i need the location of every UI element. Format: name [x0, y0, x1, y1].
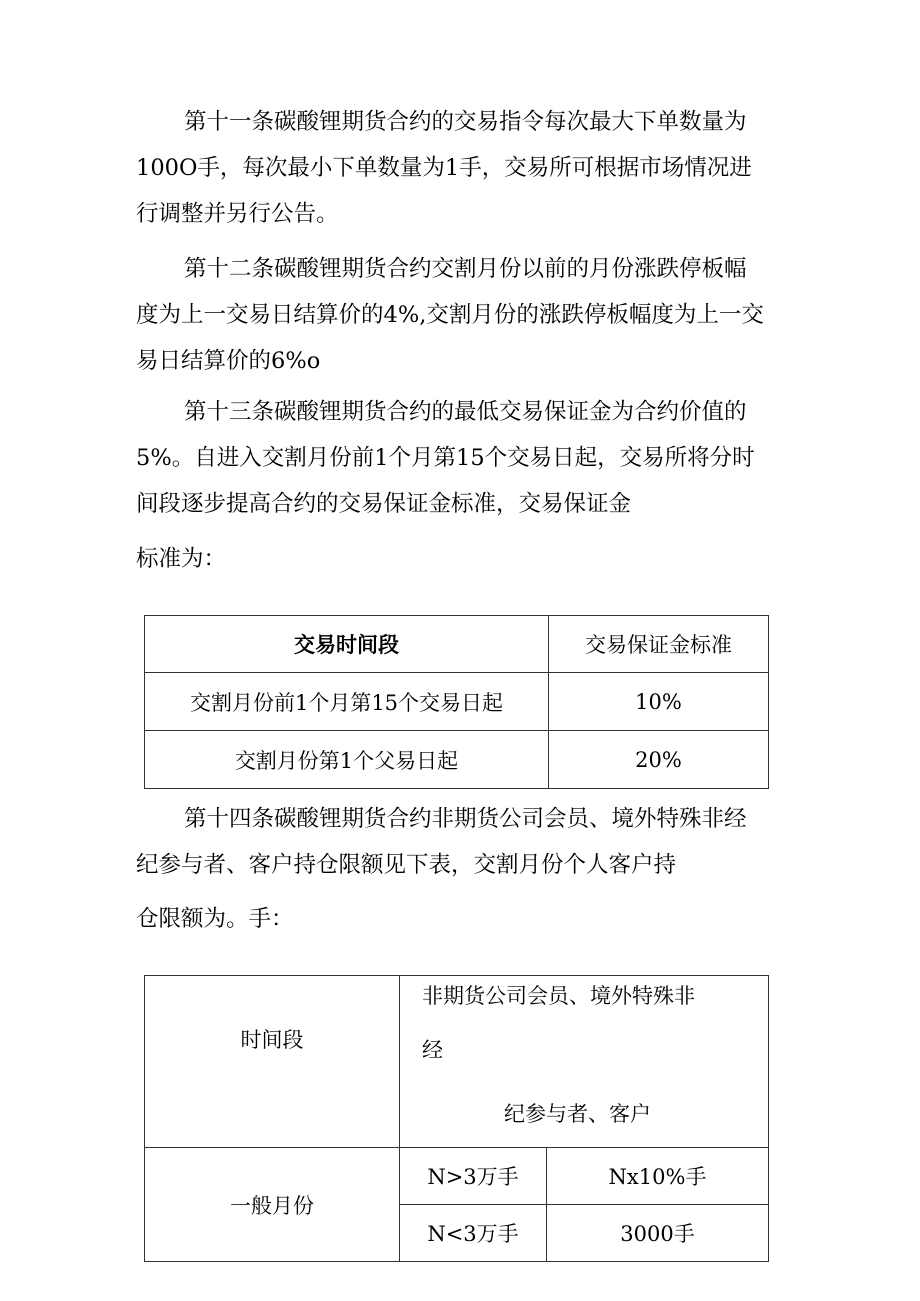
text-line: 100O手，每次最小下单数量为1手，交易所可根据市场情况进 [136, 155, 752, 181]
header-cell: 交易时间段 [145, 616, 549, 673]
row-label-cell: 一般月份 [145, 1148, 400, 1262]
table-row [145, 731, 769, 789]
text-line: 间段逐步提高合约的交易保证金标准，交易保证金 [136, 491, 632, 517]
text-line: 第十四条碳酸锂期货合约非期货公司会员、境外特殊非经 [184, 806, 747, 832]
header-text-line: 非期货公司会员、境外特殊非 [422, 984, 695, 1008]
table-cell: 20% [549, 731, 769, 789]
table-cell: 3000手 [547, 1205, 769, 1262]
article-12 [136, 246, 786, 384]
table-cell: 交割月份第1个父易日起 [145, 731, 549, 789]
table-cell: Nx10%手 [547, 1148, 769, 1205]
table-cell: 10% [549, 673, 769, 731]
table-cell: N>3万手 [400, 1148, 547, 1205]
article-11 [136, 99, 786, 237]
header-text-line: 经 [422, 1038, 443, 1062]
table-row [145, 673, 769, 731]
table-cell: 交割月份前1个月第15个交易日起 [145, 673, 549, 731]
margin-table [144, 615, 769, 789]
text-line: 第十二条碳酸锂期货合约交割月份以前的月份涨跌停板幅 [184, 256, 747, 282]
article-14 [136, 796, 786, 888]
header-cell: 时间段 [145, 976, 400, 1148]
header-cell [400, 976, 769, 1148]
text-line: 度为上一交易日结算价的4%,交割月份的涨跌停板幅度为上一交 [136, 302, 764, 328]
text-line: 5%。自进入交割月份前1个月第15个交易日起，交易所将分时 [136, 445, 755, 471]
position-limit-table [144, 975, 769, 1262]
text-line: 纪参与者、客户持仓限额见下表，交割月份个人客户持 [136, 852, 677, 878]
text-line: 易日结算价的6%o [136, 348, 321, 374]
table-cell: N<3万手 [400, 1205, 547, 1262]
text-line: 仓限额为。手： [136, 906, 294, 932]
header-cell: 交易保证金标准 [549, 616, 769, 673]
text-line: 第十一条碳酸锂期货合约的交易指令每次最大下单数量为 [184, 109, 747, 135]
header-text-line: 纪参与者、客户 [504, 1102, 651, 1126]
table-header-row [145, 976, 769, 1148]
table-row [145, 1148, 769, 1205]
article-13-tail [136, 536, 786, 582]
table-header-row [145, 616, 769, 673]
text-line: 第十三条碳酸锂期货合约的最低交易保证金为合约价值的 [184, 399, 747, 425]
article-14-tail [136, 896, 786, 942]
text-line: 标准为： [136, 546, 227, 572]
article-13 [136, 389, 786, 527]
text-line: 行调整并另行公告。 [136, 201, 339, 227]
